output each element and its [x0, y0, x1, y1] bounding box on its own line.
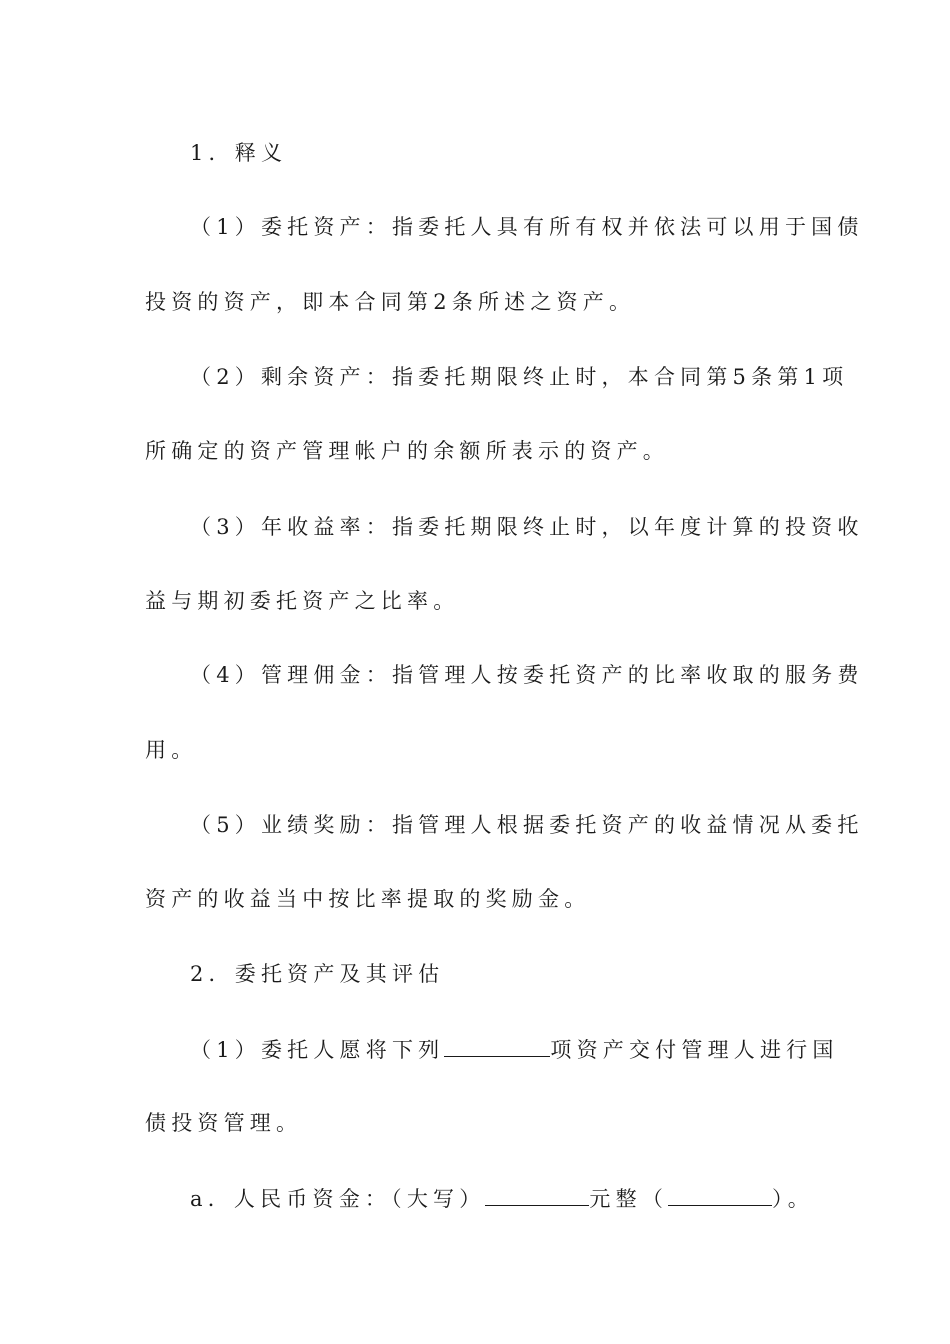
paragraph-line: （1）委托资产：指委托人具有所有权并依法可以用于国债 — [190, 215, 864, 239]
section-heading-definitions: 1．释义 — [190, 141, 288, 165]
paragraph-line-item-a — [190, 1183, 814, 1214]
paragraph-line: 债投资管理。 — [145, 1111, 303, 1135]
paragraph-line: （5）业绩奖励：指管理人根据委托资产的收益情况从委托 — [190, 813, 864, 837]
blank-field-amount-figures[interactable] — [668, 1183, 772, 1206]
item-a-mid: 元整（ — [589, 1187, 669, 1211]
paragraph-line-item1 — [190, 1034, 839, 1065]
paragraph-line: （3）年收益率：指委托期限终止时，以年度计算的投资收 — [190, 515, 864, 539]
paragraph-line: 所确定的资产管理帐户的余额所表示的资产。 — [145, 439, 669, 463]
item-a-end: ）。 — [772, 1187, 814, 1211]
paragraph-line: 投资的资产，即本合同第2条所述之资产。 — [145, 290, 636, 314]
paragraph-line: 用。 — [145, 738, 198, 762]
item1-text-after: 项资产交付管理人进行国 — [550, 1038, 839, 1062]
paragraph-line: 资产的收益当中按比率提取的奖励金。 — [145, 887, 591, 911]
paragraph-line: （2）剩余资产：指委托期限终止时，本合同第5条第1项 — [190, 365, 849, 389]
section-heading-assets: 2．委托资产及其评估 — [190, 962, 445, 986]
item1-text-before: （1）委托人愿将下列 — [190, 1038, 445, 1062]
blank-field-amount-words[interactable] — [485, 1183, 589, 1206]
paragraph-line: 益与期初委托资产之比率。 — [145, 589, 460, 613]
blank-field-asset-count[interactable] — [444, 1034, 550, 1057]
item-a-label: a．人民币资金：（大写） — [190, 1187, 486, 1211]
paragraph-line: （4）管理佣金：指管理人按委托资产的比率收取的服务费 — [190, 663, 864, 687]
